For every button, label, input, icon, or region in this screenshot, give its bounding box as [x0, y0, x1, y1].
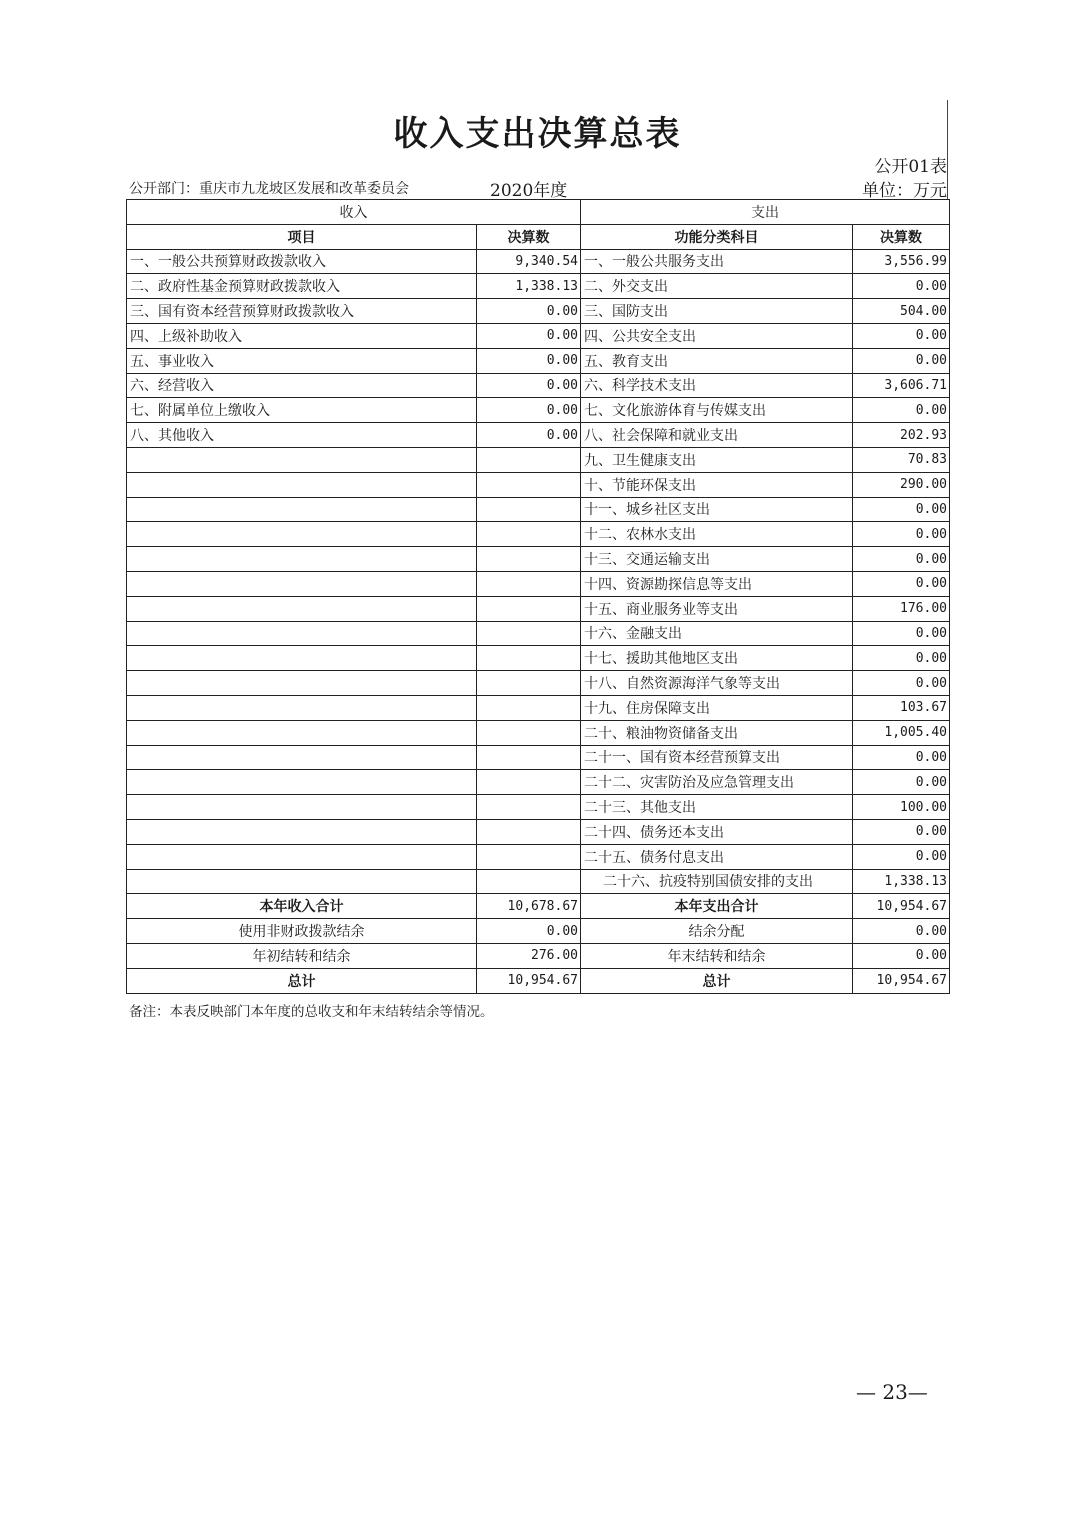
- table-row: [127, 472, 950, 497]
- expense-amount: 290.00: [853, 472, 950, 497]
- income-item: [127, 869, 477, 894]
- department-label: 公开部门：重庆市九龙坡区发展和改革委员会: [129, 181, 409, 197]
- income-item: 四、上级补助收入: [127, 323, 477, 348]
- page-number: — 23—: [856, 1380, 928, 1404]
- income-summary-amount: 276.00: [477, 943, 581, 968]
- income-amount: 0.00: [477, 299, 581, 324]
- expense-amount: 0.00: [853, 671, 950, 696]
- amount-header: 决算数: [477, 224, 581, 249]
- table-row: [127, 249, 950, 274]
- expense-amount: 0.00: [853, 745, 950, 770]
- table-row: [127, 323, 950, 348]
- expense-summary-label: 年末结转和结余: [581, 943, 853, 968]
- expense-summary-label: 本年支出合计: [581, 894, 853, 919]
- income-item: [127, 571, 477, 596]
- income-amount: [477, 472, 581, 497]
- income-item: [127, 745, 477, 770]
- income-item: [127, 596, 477, 621]
- table-row: [127, 745, 950, 770]
- budget-table: [126, 199, 950, 994]
- table-row: [127, 522, 950, 547]
- expense-item: 十、节能环保支出: [581, 472, 853, 497]
- category-header: 功能分类科目: [581, 224, 853, 249]
- income-summary-label: 总计: [127, 968, 477, 993]
- expense-item: 七、文化旅游体育与传媒支出: [581, 398, 853, 423]
- income-amount: [477, 745, 581, 770]
- income-amount: [477, 770, 581, 795]
- income-item: [127, 522, 477, 547]
- table-row: [127, 844, 950, 869]
- income-item: [127, 844, 477, 869]
- expense-amount: 0.00: [853, 398, 950, 423]
- expense-amount: 0.00: [853, 844, 950, 869]
- income-amount: [477, 795, 581, 820]
- expense-amount: 0.00: [853, 323, 950, 348]
- expense-amount: 0.00: [853, 571, 950, 596]
- page-title: 收入支出决算总表: [393, 114, 682, 154]
- expense-amount: 3,556.99: [853, 249, 950, 274]
- income-item: 三、国有资本经营预算财政拨款收入: [127, 299, 477, 324]
- expense-item: 十九、住房保障支出: [581, 695, 853, 720]
- table-row: [127, 819, 950, 844]
- expense-summary-label: 结余分配: [581, 919, 853, 944]
- table-row: [127, 720, 950, 745]
- expense-summary-label: 总计: [581, 968, 853, 993]
- expense-amount: 103.67: [853, 695, 950, 720]
- expense-section-header: 支出: [581, 200, 950, 225]
- income-amount: 0.00: [477, 423, 581, 448]
- table-row: [127, 447, 950, 472]
- expense-summary-amount: 0.00: [853, 919, 950, 944]
- summary-row: [127, 943, 950, 968]
- income-item: [127, 795, 477, 820]
- summary-row: [127, 919, 950, 944]
- expense-item: 十一、城乡社区支出: [581, 497, 853, 522]
- expense-amount: 0.00: [853, 522, 950, 547]
- expense-summary-amount: 10,954.67: [853, 894, 950, 919]
- expense-item: 五、教育支出: [581, 348, 853, 373]
- table-row: [127, 596, 950, 621]
- expense-amount: 100.00: [853, 795, 950, 820]
- income-summary-amount: 0.00: [477, 919, 581, 944]
- income-amount: [477, 621, 581, 646]
- income-amount: [477, 720, 581, 745]
- income-amount: [477, 596, 581, 621]
- income-item: [127, 497, 477, 522]
- expense-item: 二十五、债务付息支出: [581, 844, 853, 869]
- table-row: [127, 547, 950, 572]
- table-row: [127, 621, 950, 646]
- expense-item: 二十四、债务还本支出: [581, 819, 853, 844]
- income-item: [127, 646, 477, 671]
- expense-item: 八、社会保障和就业支出: [581, 423, 853, 448]
- table-row: [127, 695, 950, 720]
- expense-item: 二十一、国有资本经营预算支出: [581, 745, 853, 770]
- expense-amount: 70.83: [853, 447, 950, 472]
- income-amount: [477, 671, 581, 696]
- income-item: [127, 770, 477, 795]
- expense-item: 十八、自然资源海洋气象等支出: [581, 671, 853, 696]
- expense-item: 二、外交支出: [581, 274, 853, 299]
- income-item: [127, 695, 477, 720]
- expense-amount: 0.00: [853, 646, 950, 671]
- expense-item: 二十三、其他支出: [581, 795, 853, 820]
- unit-label: 单位：万元: [862, 181, 947, 201]
- expense-item: 二十六、抗疫特别国债安排的支出: [581, 869, 853, 894]
- income-amount: [477, 447, 581, 472]
- table-summary: [127, 894, 950, 993]
- income-item: [127, 819, 477, 844]
- expense-amount: 202.93: [853, 423, 950, 448]
- expense-item: 二十、粮油物资储备支出: [581, 720, 853, 745]
- expense-amount: 504.00: [853, 299, 950, 324]
- expense-item: 四、公共安全支出: [581, 323, 853, 348]
- expense-amount: 0.00: [853, 274, 950, 299]
- expense-summary-amount: 0.00: [853, 943, 950, 968]
- summary-row: [127, 968, 950, 993]
- income-amount: 9,340.54: [477, 249, 581, 274]
- table-row: [127, 497, 950, 522]
- income-amount: 0.00: [477, 348, 581, 373]
- income-item: 一、一般公共预算财政拨款收入: [127, 249, 477, 274]
- income-summary-label: 使用非财政拨款结余: [127, 919, 477, 944]
- income-amount: [477, 522, 581, 547]
- table-row: [127, 274, 950, 299]
- expense-amount: 0.00: [853, 497, 950, 522]
- income-item: [127, 447, 477, 472]
- expense-amount: 1,338.13: [853, 869, 950, 894]
- table-row: [127, 770, 950, 795]
- expense-summary-amount: 10,954.67: [853, 968, 950, 993]
- expense-item: 十三、交通运输支出: [581, 547, 853, 572]
- table-row: [127, 373, 950, 398]
- income-item: 八、其他收入: [127, 423, 477, 448]
- income-item: 五、事业收入: [127, 348, 477, 373]
- income-amount: 0.00: [477, 398, 581, 423]
- income-amount: [477, 819, 581, 844]
- income-summary-amount: 10,954.67: [477, 968, 581, 993]
- table-row: [127, 646, 950, 671]
- table-row: [127, 398, 950, 423]
- expense-amount: 0.00: [853, 770, 950, 795]
- income-summary-label: 本年收入合计: [127, 894, 477, 919]
- expense-item: 十七、援助其他地区支出: [581, 646, 853, 671]
- amount2-header: 决算数: [853, 224, 950, 249]
- income-section-header: 收入: [127, 200, 581, 225]
- expense-amount: 0.00: [853, 621, 950, 646]
- header-row-columns: [127, 224, 950, 249]
- income-item: 六、经营收入: [127, 373, 477, 398]
- income-summary-amount: 10,678.67: [477, 894, 581, 919]
- item-header: 项目: [127, 224, 477, 249]
- expense-item: 一、一般公共服务支出: [581, 249, 853, 274]
- income-item: [127, 671, 477, 696]
- income-item: [127, 621, 477, 646]
- table-number: 公开01表: [874, 157, 947, 177]
- income-amount: 1,338.13: [477, 274, 581, 299]
- income-amount: [477, 695, 581, 720]
- income-item: 二、政府性基金预算财政拨款收入: [127, 274, 477, 299]
- table-row: [127, 571, 950, 596]
- income-amount: [477, 547, 581, 572]
- expense-amount: 0.00: [853, 348, 950, 373]
- expense-amount: 176.00: [853, 596, 950, 621]
- table-row: [127, 299, 950, 324]
- income-amount: 0.00: [477, 323, 581, 348]
- expense-item: 十二、农林水支出: [581, 522, 853, 547]
- expense-item: 十四、资源勘探信息等支出: [581, 571, 853, 596]
- income-amount: [477, 571, 581, 596]
- table-row: [127, 671, 950, 696]
- table-row: [127, 869, 950, 894]
- expense-item: 十六、金融支出: [581, 621, 853, 646]
- income-item: [127, 472, 477, 497]
- income-amount: [477, 497, 581, 522]
- income-item: [127, 547, 477, 572]
- income-item: [127, 720, 477, 745]
- income-amount: [477, 844, 581, 869]
- footnote: 备注：本表反映部门本年度的总收支和年末结转结余等情况。: [129, 1004, 494, 1020]
- expense-item: 九、卫生健康支出: [581, 447, 853, 472]
- expense-item: 三、国防支出: [581, 299, 853, 324]
- expense-item: 十五、商业服务业等支出: [581, 596, 853, 621]
- table-row: [127, 795, 950, 820]
- income-item: 七、附属单位上缴收入: [127, 398, 477, 423]
- income-amount: 0.00: [477, 373, 581, 398]
- expense-item: 二十二、灾害防治及应急管理支出: [581, 770, 853, 795]
- summary-row: [127, 894, 950, 919]
- expense-amount: 1,005.40: [853, 720, 950, 745]
- expense-amount: 0.00: [853, 547, 950, 572]
- table-row: [127, 423, 950, 448]
- header-row-sections: [127, 200, 950, 225]
- expense-item: 六、科学技术支出: [581, 373, 853, 398]
- expense-amount: 3,606.71: [853, 373, 950, 398]
- year-label: 2020年度: [490, 181, 568, 201]
- income-summary-label: 年初结转和结余: [127, 943, 477, 968]
- income-amount: [477, 646, 581, 671]
- table-row: [127, 348, 950, 373]
- table-body: [127, 249, 950, 894]
- income-amount: [477, 869, 581, 894]
- expense-amount: 0.00: [853, 819, 950, 844]
